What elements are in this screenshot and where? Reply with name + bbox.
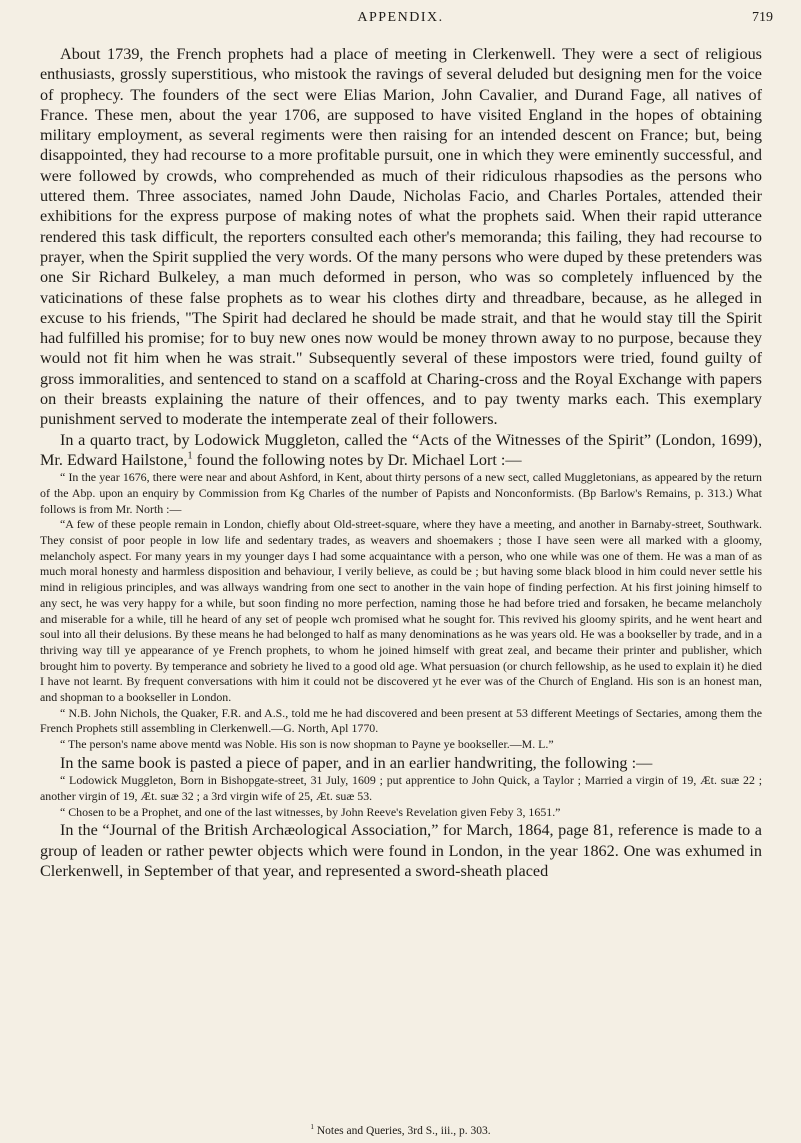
quote-paragraph: “ The person's name above mentd was Noble. His son is now shopman to Payne ye bookseller.—M. L.” <box>60 737 554 752</box>
paragraph-french-prophets: About 1739, the French prophets had a place of meeting in Clerkenwell. They were a sect of religious enthusiasts, grossly superstitious, who mistook the ravings of several deluded but designing men for the voice of prophecy. The founders of the sect were Elias Marion, John Cavalier, and Durand Fage, all natives of France. These men, about the year 1706, are supposed to have visited England in the hopes of obtaining military employment, as several regiments were then raising for an intended descent on France; but, being disappointed, they had recourse to a more profitable pursuit, one in which they were eminently successful, and were followed by crowds, who comprehended as much of their ridiculous rhapsodies as the persons who uttered them. Three associates, named John Daude, Nicholas Facio, and Charles Portales, attended their exhibitions for the express purpose of making notes of what the prophets said. When their rapid utterance rendered this task difficult, the reporters consulted each other's memoranda; this failing, they had recourse to prayer, when the Spirit supplied the very words. Of the many persons who were duped by these pretenders was one Sir Richard Bulkeley, a man much deformed in person, who was so completely influenced by the vaticinations of these false prophets as to wear his clothes dirty and threadbare, because, as he alleged in excuse to his friends, "The Spirit had declared he should be made strait, and that he would stay till the Spirit had fulfilled his promise; for to buy new ones now would be money thrown away to no purpose, because they would not fit him when he was strait." Subsequently several of these impostors were tried, found guilty of gross immoralities, and sentenced to stand on a scaffold at Charing-cross and the Royal Exchange with papers on their breasts explaining the nature of their offences, and to pay twenty marks each. This exemplary punishment served to moderate the intemperate zeal of their followers. <box>40 45 762 429</box>
paragraph-text: In a quarto tract, by Lodowick Muggleton, called the “Acts of the Witnesses of the Spirit” (London, 1699), Mr. Edward Hailstone, <box>40 430 762 469</box>
paragraph-text: found the following notes by Dr. Michael Lort :— <box>192 450 522 469</box>
paragraph-quarto-tract <box>40 430 762 471</box>
quote-paragraph: “ Lodowick Muggleton, Born in Bishopgate-street, 31 July, 1609 ; put apprentice to John Quick, a Taylor ; Married a virgin of 19, Æt. suæ 22 ; another virgin of 19, Æt. suæ 32 ; a 3rd virgin wife of 25, Æt. suæ 53. <box>40 773 762 803</box>
running-head <box>0 10 801 34</box>
paragraph-journal: In the “Journal of the British Archæological Association,” for March, 1864, page 81, reference is made to a group of leaden or rather pewter objects which were found in London, in the year 1862. One was exhumed in Clerkenwell, in September of that year, and represented a sword-sheath placed <box>40 821 762 880</box>
footnote-text: Notes and Queries, 3rd S., iii., p. 303. <box>316 1125 491 1137</box>
quote-paragraph: “ In the year 1676, there were near and about Ashford, in Kent, about thirty persons of a new sect, called Muggletonians, as appeared by the return of the Abp. upon an enquiry by Commission from Kg Charles of the number of Papists and Nonconformists. (Bp Barlow's Remains, p. 313.) What follows is from Mr. North :— <box>40 470 762 516</box>
footnote-mark: 1 <box>310 1123 314 1132</box>
quote-paragraph: “A few of these people remain in London, chiefly about Old-street-square, where they have a meeting, and another in Barnaby-street, Southwark. They consist of poor people in low life and sedentary trades, as weavers and shoemakers ; those I have seen were all marked with a gloomy, melancholy aspect. For many years in my younger days I had some acquaintance with a person, who one while was one of them. He was a man of as much moral honesty and harmless disposition and behaviour, I verily believe, as could be ; but having some black blood in him could never settle his mind in religious principles, and was allways wandring from one sect to another in the vain hope of finding perfection. At his first joining himself to any sect, he was very happy for a while, but soon finding no more perfection, naming those he had before tried and forsaken, he became melancholy and miserable for a while, till he heard of any set of people wch promised what he sought for. This revived his gloomy spirits, and he went heart and soul into all their delusions. By these means he had belonged to half as many denominations as he was years old. He was a bookseller by trade, and in a thriving way till ye appearance of ye French prophets, to whom he joined himself with great zeal, and became their printer and publisher, which brought him to poverty. By temperance and sobriety he lived to a good old age. What persuasion (or church fellowship, as he used to explain it) he died I have not learnt. By frequent conversations with him it could not be discovered yt he ever was of the Church of England. His son is an honest man, and shopman to a bookseller in London. <box>40 517 762 705</box>
quote-paragraph: “ Chosen to be a Prophet, and one of the last witnesses, by John Reeve's Revelation given Feby 3, 1651.” <box>60 804 561 819</box>
quote-paragraph: “ N.B. John Nichols, the Quaker, F.R. and A.S., told me he had discovered and been present at 53 different Meetings of Sectaries, among them the French Prophets still assembling in Clerkenwell.—G. North, Apl 1770. <box>40 705 762 736</box>
footnote <box>0 1124 801 1138</box>
paragraph-pasted-paper: In the same book is pasted a piece of paper, and in an earlier handwriting, the following :— <box>60 753 653 772</box>
body-text <box>40 44 762 881</box>
running-title: APPENDIX. <box>357 10 444 25</box>
page-number: 719 <box>752 10 773 25</box>
footnote-reference: 1 <box>187 450 193 462</box>
